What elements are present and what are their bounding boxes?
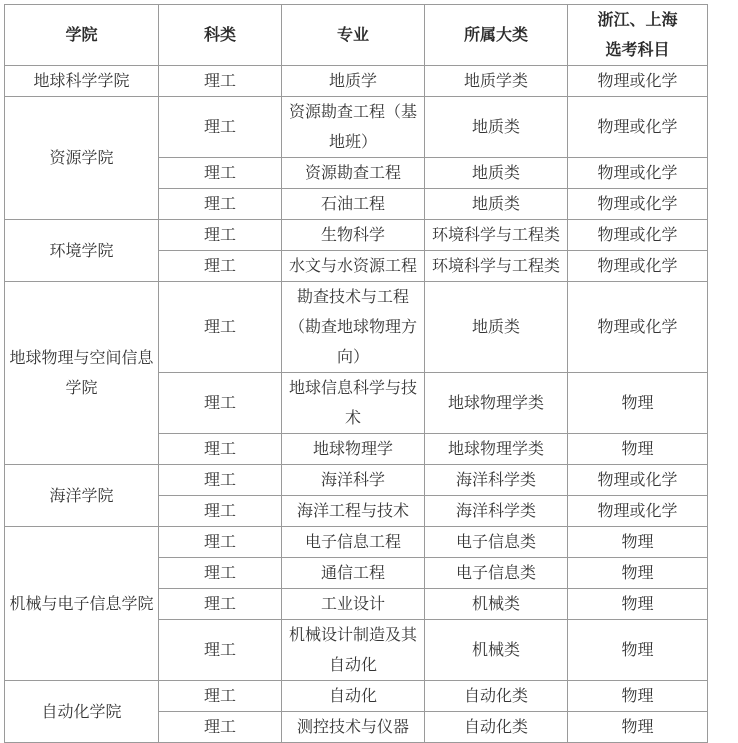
major-cell: 生物科学 xyxy=(282,220,425,251)
category-cell: 地质类 xyxy=(425,97,568,158)
category-cell: 地球物理学类 xyxy=(425,434,568,465)
major-cell: 电子信息工程 xyxy=(282,527,425,558)
type-cell: 理工 xyxy=(159,66,282,97)
category-cell: 海洋科学类 xyxy=(425,496,568,527)
major-cell: 勘查技术与工程（勘查地球物理方向） xyxy=(282,282,425,373)
college-cell: 环境学院 xyxy=(5,220,159,282)
type-cell: 理工 xyxy=(159,282,282,373)
subject-cell: 物理 xyxy=(568,434,708,465)
major-cell: 机械设计制造及其自动化 xyxy=(282,620,425,681)
major-cell: 工业设计 xyxy=(282,589,425,620)
subject-cell: 物理 xyxy=(568,373,708,434)
type-cell: 理工 xyxy=(159,589,282,620)
subject-cell: 物理或化学 xyxy=(568,496,708,527)
type-cell: 理工 xyxy=(159,97,282,158)
subject-cell: 物理或化学 xyxy=(568,97,708,158)
category-cell: 地质类 xyxy=(425,189,568,220)
college-cell: 地球科学学院 xyxy=(5,66,159,97)
major-cell: 地球信息科学与技术 xyxy=(282,373,425,434)
subject-cell: 物理 xyxy=(568,558,708,589)
subject-cell: 物理 xyxy=(568,527,708,558)
table-row xyxy=(5,681,708,712)
major-cell: 资源勘查工程（基地班） xyxy=(282,97,425,158)
college-cell: 地球物理与空间信息学院 xyxy=(5,282,159,465)
college-cell: 海洋学院 xyxy=(5,465,159,527)
subject-cell: 物理或化学 xyxy=(568,282,708,373)
type-cell: 理工 xyxy=(159,527,282,558)
type-cell: 理工 xyxy=(159,434,282,465)
header-college: 学院 xyxy=(5,5,159,66)
header-row xyxy=(5,5,708,66)
type-cell: 理工 xyxy=(159,251,282,282)
table-row xyxy=(5,97,708,158)
college-cell: 机械与电子信息学院 xyxy=(5,527,159,681)
header-category: 所属大类 xyxy=(425,5,568,66)
category-cell: 自动化类 xyxy=(425,712,568,743)
type-cell: 理工 xyxy=(159,220,282,251)
major-cell: 海洋科学 xyxy=(282,465,425,496)
category-cell: 自动化类 xyxy=(425,681,568,712)
major-cell: 地球物理学 xyxy=(282,434,425,465)
category-cell: 地质类 xyxy=(425,282,568,373)
category-cell: 电子信息类 xyxy=(425,527,568,558)
major-cell: 自动化 xyxy=(282,681,425,712)
header-subject: 浙江、上海 选考科目 xyxy=(568,5,708,66)
subject-cell: 物理或化学 xyxy=(568,220,708,251)
subject-cell: 物理 xyxy=(568,589,708,620)
subject-cell: 物理 xyxy=(568,681,708,712)
major-cell: 资源勘查工程 xyxy=(282,158,425,189)
category-cell: 地质学类 xyxy=(425,66,568,97)
header-type: 科类 xyxy=(159,5,282,66)
type-cell: 理工 xyxy=(159,465,282,496)
type-cell: 理工 xyxy=(159,158,282,189)
type-cell: 理工 xyxy=(159,496,282,527)
major-cell: 通信工程 xyxy=(282,558,425,589)
subject-cell: 物理 xyxy=(568,620,708,681)
type-cell: 理工 xyxy=(159,373,282,434)
category-cell: 环境科学与工程类 xyxy=(425,220,568,251)
category-cell: 海洋科学类 xyxy=(425,465,568,496)
major-cell: 测控技术与仪器 xyxy=(282,712,425,743)
college-cell: 自动化学院 xyxy=(5,681,159,743)
type-cell: 理工 xyxy=(159,189,282,220)
subject-cell: 物理或化学 xyxy=(568,251,708,282)
subject-cell: 物理或化学 xyxy=(568,158,708,189)
table-row xyxy=(5,66,708,97)
type-cell: 理工 xyxy=(159,620,282,681)
type-cell: 理工 xyxy=(159,681,282,712)
table-row xyxy=(5,527,708,558)
table-row xyxy=(5,465,708,496)
category-cell: 地质类 xyxy=(425,158,568,189)
type-cell: 理工 xyxy=(159,558,282,589)
category-cell: 机械类 xyxy=(425,620,568,681)
major-cell: 海洋工程与技术 xyxy=(282,496,425,527)
category-cell: 机械类 xyxy=(425,589,568,620)
college-cell: 资源学院 xyxy=(5,97,159,220)
table-row xyxy=(5,282,708,373)
subject-cell: 物理或化学 xyxy=(568,66,708,97)
subject-cell: 物理或化学 xyxy=(568,189,708,220)
major-cell: 石油工程 xyxy=(282,189,425,220)
major-cell: 地质学 xyxy=(282,66,425,97)
category-cell: 环境科学与工程类 xyxy=(425,251,568,282)
subject-cell: 物理或化学 xyxy=(568,465,708,496)
table-body xyxy=(5,66,708,743)
type-cell: 理工 xyxy=(159,712,282,743)
header-major: 专业 xyxy=(282,5,425,66)
category-cell: 地球物理学类 xyxy=(425,373,568,434)
table-row xyxy=(5,220,708,251)
category-cell: 电子信息类 xyxy=(425,558,568,589)
subject-cell: 物理 xyxy=(568,712,708,743)
majors-table xyxy=(4,4,708,743)
major-cell: 水文与水资源工程 xyxy=(282,251,425,282)
